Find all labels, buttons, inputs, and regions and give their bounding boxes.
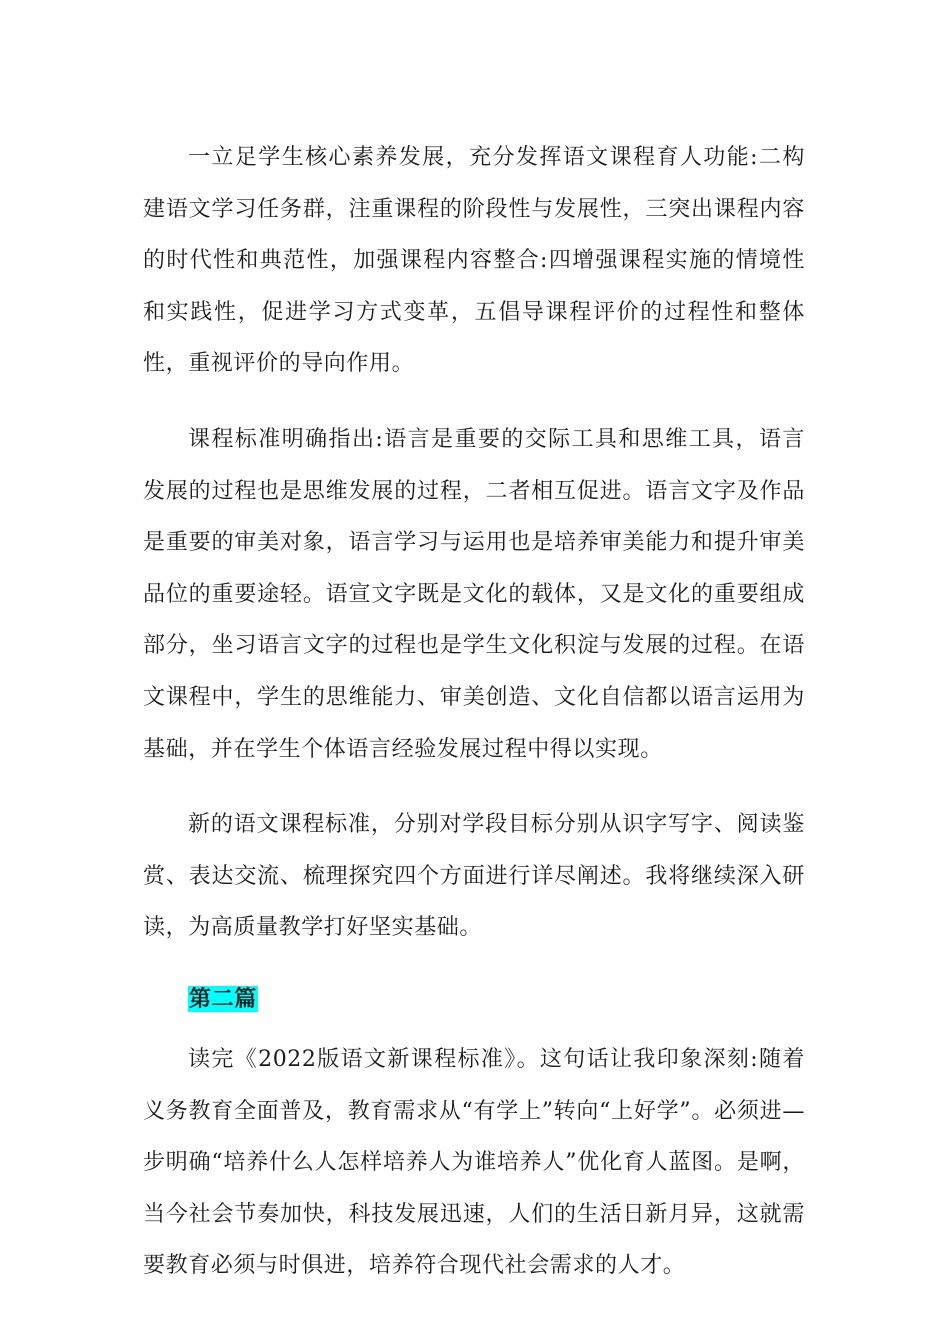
paragraph-reading-2022-standard: 读完《2022版语文新课程标准》。这句话让我印象深刻:随着义务教育全面普及，教育需求从“有学上”转向“上好学”。必须进—步明确“培养什么人怎样培养人为谁培养人”优化育人蓝图。是啊，当今社会节奏加快，科技发展迅速，人们的生活日新月异，这就需要教育必须与时俱进，培养符合现代社会需求的人才。 xyxy=(143,1046,805,1279)
section-heading: 第二篇 xyxy=(189,985,257,1012)
section-heading-wrapper xyxy=(143,978,805,1022)
paragraph-curriculum-standard: 课程标准明确指出:语言是重要的交际工具和思维工具，语言发展的过程也是思维发展的过程，二者相互促进。语言文字及作品是重要的审美对象，语言学习与运用也是培养审美能力和提升审美品位的重要途轻。语宣文字既是文化的载体，又是文化的重要组成部分，坐习语言文字的过程也是学生文化积淀与发展的过程。在语文课程中，学生的思维能力、审美创造、文化自信都以语言运用为基础，并在学生个体语言经验发展过程中得以实现。 xyxy=(143,426,805,762)
paragraph-core-literacy: 一立足学生核心素养发展，充分发挥语文课程育人功能:二构建语文学习任务群，注重课程的阶段性与发展性，三突出课程内容的时代性和典范性，加强课程内容整合:四增强课程实施的情境性和实践性，促进学习方式变革，五倡导课程评价的过程性和整体性，重视评价的导向作用。 xyxy=(143,145,805,377)
paragraph-new-standard: 新的语文课程标准，分别对学段目标分别从识字写字、阅读鉴赏、表达交流、梳理探究四个方面进行详尽阐述。我将继续深入研读，为高质量教学打好坚实基础。 xyxy=(143,812,805,941)
document-body xyxy=(143,132,805,1316)
